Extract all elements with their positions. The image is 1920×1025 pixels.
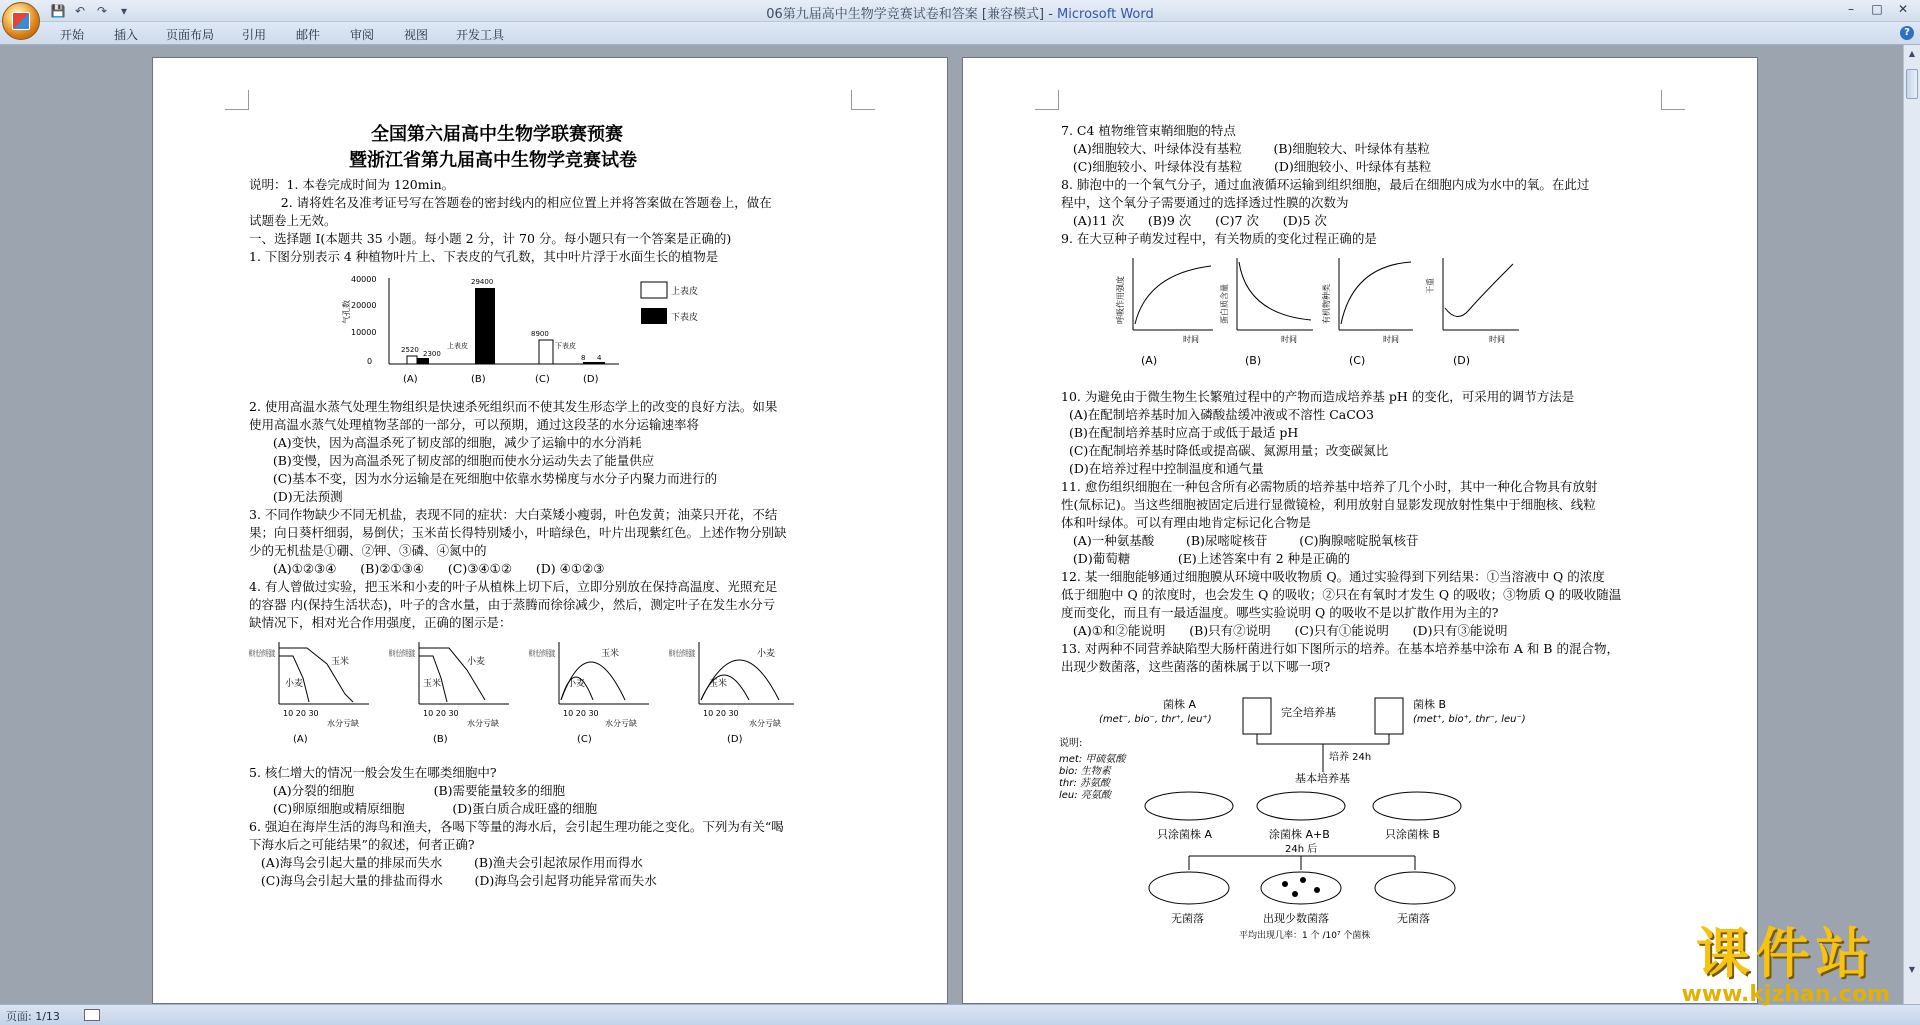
x-label: 水分亏缺 [605, 719, 637, 728]
text-line: 一、选择题 I(本题共 35 小题。每小题 2 分，计 70 分。每小题只有一个答案是正确的) [249, 231, 732, 246]
series-label-wheat: 小麦 [567, 679, 586, 689]
y-label: 相对光合作用强度 [389, 649, 453, 658]
result-plate-2 [1261, 872, 1341, 904]
colony [1300, 877, 1306, 883]
text-line: 程中，这个氧分子需要通过的选择透过性膜的次数为 [1061, 195, 1349, 210]
redo-icon[interactable]: ↷ [96, 4, 108, 18]
strain-a-genotype: (met⁻, bio⁻, thr⁺, leu⁺) [1099, 714, 1212, 725]
document-title: 06第九届高中生物学竞赛试卷和答案 [兼容模式] - [766, 7, 1058, 22]
bar-a-upper [407, 356, 417, 364]
series-label-corn: 玉米 [601, 649, 620, 659]
scroll-down-icon[interactable]: ▼ [1908, 965, 1916, 974]
legend-title: 说明: [1059, 738, 1083, 749]
proofing-icon[interactable] [84, 1009, 100, 1021]
option-line: (B)在配制培养基时应高于或低于最适 pH [1061, 425, 1299, 440]
x-label: (C) [535, 374, 550, 385]
chart-b [389, 642, 509, 745]
page-count[interactable]: 页面: 1/13 [6, 1010, 60, 1023]
after-24h-label: 24h 后 [1285, 844, 1318, 855]
y-label: 干重 [1426, 278, 1435, 294]
x-label: 时间 [1489, 335, 1505, 344]
plate-3 [1373, 792, 1461, 820]
document-page-2[interactable] [962, 57, 1758, 1004]
plate-1-label: 只涂菌株 A [1157, 828, 1213, 841]
y-label: 呼吸作用强度 [1116, 276, 1125, 324]
colony [1314, 887, 1320, 893]
complete-medium-label: 完全培养基 [1281, 706, 1336, 719]
text-line: 试题卷上无效。 [249, 213, 337, 228]
y-label: 有机物种类 [1322, 284, 1331, 324]
option-line: (A)①②③④ (B)②①③④ (C)③④①② (D) ④①②③ [249, 561, 605, 576]
page-subtitle: 暨浙江省第九届高中生物学竞赛试卷 [349, 150, 637, 171]
bar-d [583, 362, 605, 364]
series-label-corn: 玉米 [423, 679, 442, 689]
result-plate-3 [1375, 872, 1455, 904]
text-line: 13. 对两种不同营养缺陷型大肠杆菌进行如下图所示的培养。在基本培养基中涂布 A 和 B 的混合物， [1061, 641, 1619, 656]
bar-c-upper [539, 340, 553, 364]
x-label: 水分亏缺 [749, 719, 781, 728]
option-line: (C)卵原细胞或精原细胞 (D)蛋白质合成旺盛的细胞 [249, 801, 598, 816]
y-axis-label: 气孔数 [342, 300, 351, 324]
plate-1 [1145, 792, 1233, 820]
text-line: 2. 请将姓名及准考证号写在答题卷的密封线内的相应位置上并将答案做在答题卷上，做在 [249, 195, 772, 210]
x-label: 时间 [1383, 335, 1399, 344]
bar-a-lower [417, 358, 429, 364]
option-line: (A)海鸟会引起大量的排尿而失水 (B)渔夫会引起浓尿作用而得水 [249, 855, 643, 870]
x-label: (D) [583, 374, 599, 385]
text-line: 少的无机盐是①硼、②钾、③磷、④氮中的 [249, 543, 487, 558]
help-icon[interactable]: ? [1900, 26, 1914, 40]
x-ticks: 10 20 30 [703, 709, 739, 718]
text-line: 6. 强迫在海岸生活的海鸟和渔夫，各喝下等量的海水后，会引起生理功能之变化。下列为有关“喝 [249, 819, 784, 834]
watermark [1681, 922, 1890, 1007]
legend-lower-swatch [641, 308, 667, 324]
legend-upper-swatch [641, 282, 667, 298]
series-label-wheat: 小麦 [285, 679, 304, 689]
option-line: (D)无法预测 [249, 489, 343, 504]
legend-lower-label: 下表皮 [671, 313, 699, 323]
strain-a-label: 菌株 A [1163, 698, 1197, 711]
option-line: (C)海鸟会引起大量的排盐而得水 (D)海鸟会引起肾功能异常而失水 [249, 873, 657, 888]
chart-a [1115, 258, 1213, 367]
chart-label: (D) [1453, 354, 1471, 367]
value-label: 29400 [471, 278, 494, 286]
legend-upper-label: 上表皮 [671, 287, 699, 297]
option-line: (C)在配制培养基时降低或提高碳、氮源用量；改变碳氮比 [1061, 443, 1389, 458]
option-line: (D)葡萄糖 (E)上述答案中有 2 种是正确的 [1061, 551, 1351, 566]
connector [1257, 734, 1389, 744]
option-line: (A)分裂的细胞 (B)需要能量较多的细胞 [249, 783, 566, 798]
value-label: 2300 [423, 350, 441, 358]
basic-medium-label: 基本培养基 [1295, 772, 1350, 785]
series-label-corn: 玉米 [709, 679, 728, 689]
colony [1282, 881, 1288, 887]
chart-label: (B) [1245, 354, 1262, 367]
tube-a [1243, 698, 1271, 734]
text-line: 果；向日葵杆细弱，易倒伏；玉米苗长得特别矮小，叶暗绿色，叶片出现紫红色。上述作物分别缺 [249, 525, 787, 540]
title-bar [0, 0, 1920, 22]
series-label-wheat: 小麦 [757, 649, 776, 659]
y-label: 相对光合作用强度 [249, 649, 313, 658]
x-label: 水分亏缺 [327, 719, 359, 728]
y-tick: 10000 [351, 328, 377, 337]
document-workspace [0, 45, 1920, 1004]
tab-home[interactable]: 开始 [60, 28, 85, 42]
x-label: (B) [471, 374, 486, 385]
legend-item: leu: 亮氨酸 [1059, 790, 1111, 801]
legend-item: bio: 生物素 [1059, 766, 1111, 777]
text-line: 出现少数菌落，这些菌落的菌株属于以下哪一项? [1061, 659, 1331, 674]
customize-qat-icon[interactable]: ▾ [120, 4, 128, 18]
text-line: 低于细胞中 Q 的浓度时，也会发生 Q 的吸收；②只在有氧时才发生 Q 的吸收；③物质 Q 的吸收随温 [1061, 587, 1622, 602]
option-line: (A)在配制培养基时加入磷酸盐缓冲液或不溶性 CaCO3 [1061, 407, 1374, 422]
result-1-label: 无菌落 [1171, 912, 1204, 925]
text-line: 体和叶绿体。可以有理由地肯定标记化合物是 [1061, 515, 1312, 530]
result-3-label: 无菌落 [1397, 912, 1430, 925]
value-label: 2520 [401, 346, 419, 354]
window-title [0, 3, 1920, 22]
tab-mailings[interactable]: 邮件 [296, 28, 321, 42]
margin-corner [1035, 90, 1059, 110]
strain-b-label: 菌株 B [1413, 698, 1447, 711]
option-line: (D)在培养过程中控制温度和通气量 [1061, 461, 1264, 476]
page-title: 全国第六届高中生物学联赛预赛 [371, 124, 623, 145]
chart-d [1425, 258, 1519, 367]
y-tick: 40000 [351, 275, 377, 284]
value-label: 8900 [531, 330, 549, 338]
value-label: 8 [581, 354, 586, 362]
office-button[interactable] [2, 2, 40, 40]
chart-label: (D) [727, 734, 743, 745]
minimize-button[interactable]: – [1848, 2, 1854, 16]
x-ticks: 10 20 30 [283, 709, 319, 718]
x-label: (A) [403, 374, 418, 385]
plate-3-label: 只涂菌株 B [1385, 828, 1441, 841]
text-line: 4. 有人曾做过实验，把玉米和小麦的叶子从植株上切下后，立即分别放在保持高温度、光照充足 [249, 579, 778, 594]
y-label: 相对光合作用强度 [669, 649, 733, 658]
x-label: 水分亏缺 [467, 719, 499, 728]
tab-developer[interactable]: 开发工具 [456, 28, 505, 42]
option-line: (A)一种氨基酸 (B)尿嘧啶核苷 (C)胸腺嘧啶脱氧核苷 [1061, 533, 1419, 548]
chart-c [1321, 258, 1413, 367]
watermark-url: www.kjzhan.com [1681, 982, 1890, 1007]
option-line: (A)11 次 (B)9 次 (C)7 次 (D)5 次 [1061, 213, 1327, 228]
frequency-note: 平均出现几率：1 个 /10⁷ 个菌株 [1239, 931, 1371, 941]
option-line: (A)①和②能说明 (B)只有②说明 (C)只有①能说明 (D)只有③能说明 [1061, 623, 1508, 638]
scroll-thumb[interactable] [1906, 69, 1918, 99]
plate-2 [1257, 792, 1345, 820]
chart-d [669, 642, 794, 745]
margin-corner [1661, 90, 1685, 110]
annotation: 下表皮 [555, 342, 576, 350]
margin-corner [851, 90, 875, 110]
maximize-button[interactable]: □ [1871, 2, 1883, 16]
x-label: 时间 [1281, 335, 1297, 344]
chart-label: (A) [293, 734, 308, 745]
tab-view[interactable]: 视图 [404, 28, 429, 42]
y-tick: 0 [367, 357, 373, 366]
x-label: 时间 [1183, 335, 1199, 344]
strain-b-genotype: (met⁺, bio⁺, thr⁻, leu⁻) [1413, 714, 1526, 725]
chart-b [1219, 258, 1313, 367]
tab-page-layout[interactable]: 页面布局 [166, 28, 215, 42]
series-label-wheat: 小麦 [467, 657, 486, 667]
chart-a [249, 642, 369, 745]
chart-c [529, 642, 649, 745]
text-line: 说明：1. 本卷完成时间为 120min。 [249, 177, 455, 192]
plate-2-label: 涂菌株 A+B [1269, 828, 1330, 841]
chart-label: (C) [1349, 354, 1366, 367]
app-name: Microsoft Word [1057, 7, 1154, 22]
legend-item: met: 甲硫氨酸 [1059, 754, 1126, 765]
option-line: (B)变慢，因为高温杀死了韧皮部的细胞而使水分运动失去了能量供应 [249, 453, 655, 468]
text-line: 缺情况下，相对光合作用强度，正确的图示是： [249, 615, 512, 630]
text-line: 下海水后之可能结果”的叙述，何者正确? [249, 837, 475, 852]
option-line: (A)细胞较大、叶绿体没有基粒 (B)细胞较大、叶绿体有基粒 [1061, 141, 1430, 156]
ribbon-tabs [0, 22, 1920, 45]
close-button[interactable]: ✕ [1897, 2, 1909, 16]
text-line: 10. 为避免由于微生物生长繁殖过程中的产物而造成培养基 pH 的变化，可采用的调节方法是 [1061, 389, 1575, 404]
text-line: 2. 使用高温水蒸气处理生物组织是快速杀死组织而不使其发生形态学上的改变的良好方法。如果 [249, 399, 778, 414]
tab-insert[interactable]: 插入 [114, 28, 139, 42]
margin-corner [225, 90, 249, 110]
stomata-bar-chart [343, 268, 703, 392]
y-tick: 20000 [351, 301, 377, 310]
result-plate-1 [1149, 872, 1229, 904]
text-line: 的容器 内(保持生活状态)，叶子的含水量，由于蒸腾而徐徐减少，然后，测定叶子在发生水分亏 [249, 597, 776, 612]
value-label: 4 [597, 354, 602, 362]
tab-review[interactable]: 审阅 [350, 28, 375, 42]
vertical-scrollbar[interactable] [1903, 45, 1920, 1004]
culture-24h-label: 培养 24h [1329, 752, 1372, 763]
bacteria-culture-diagram [1059, 694, 1579, 942]
photosynthesis-charts [249, 634, 809, 748]
germination-charts [1113, 254, 1533, 370]
status-bar [0, 1004, 1920, 1025]
text-line: 7. C4 植物维管束鞘细胞的特点 [1061, 123, 1236, 138]
annotation: 上表皮 [447, 342, 468, 350]
option-line: (C)基本不变，因为水分运输是在死细胞中依靠水势梯度与水分子内聚力而进行的 [249, 471, 718, 486]
x-ticks: 10 20 30 [423, 709, 459, 718]
text-line: 3. 不同作物缺少不同无机盐，表现不同的症状：大白菜矮小瘦弱，叶色发黄；油菜只开花，不结 [249, 507, 778, 522]
y-label: 蛋白质含量 [1220, 284, 1229, 324]
text-line: 11. 愈伤组织细胞在一种包含所有必需物质的培养基中培养了几个小时，其中一种化合物具有放射 [1061, 479, 1598, 494]
tab-references[interactable]: 引用 [242, 28, 267, 42]
chart-label: (C) [577, 734, 592, 745]
result-2-label: 出现少数菌落 [1263, 912, 1329, 925]
legend-item: thr: 苏氨酸 [1059, 778, 1110, 789]
window-controls [1838, 0, 1916, 18]
series-label-corn: 玉米 [331, 657, 350, 667]
watermark-brand: 课件站 [1695, 922, 1876, 985]
text-line: 性(氚标记)。当这些细胞被固定后进行显微镜检，利用放射自显影发现放射性集中于细胞核、线粒 [1061, 497, 1596, 512]
option-line: (C)细胞较小、叶绿体没有基粒 (D)细胞较小、叶绿体有基粒 [1061, 159, 1432, 174]
colony [1292, 891, 1298, 897]
text-line: 度而变化，而且有一最适温度。哪些实验说明 Q 的吸收不是以扩散作用为主的? [1061, 605, 1499, 620]
y-label: 相对光合作用强度 [529, 649, 593, 658]
text-line: 9. 在大豆种子萌发过程中，有关物质的变化过程正确的是 [1061, 231, 1377, 246]
option-line: (A)变快，因为高温杀死了韧皮部的细胞，减少了运输中的水分消耗 [249, 435, 642, 450]
text-line: 5. 核仁增大的情况一般会发生在哪类细胞中? [249, 765, 497, 780]
text-line: 8. 肺泡中的一个氧气分子，通过血液循环运输到组织细胞，最后在细胞内成为水中的氧。在此过 [1061, 177, 1590, 192]
document-page-1[interactable] [152, 57, 948, 1004]
chart-label: (B) [433, 734, 448, 745]
tube-b [1375, 698, 1403, 734]
text-line: 12. 某一细胞能够通过细胞膜从环境中吸收物质 Q。通过实验得到下列结果：①当溶液中 Q 的浓度 [1061, 569, 1605, 584]
scroll-up-icon[interactable]: ▲ [1908, 49, 1916, 58]
bar-b-lower [475, 288, 495, 364]
save-icon[interactable]: 💾 [50, 4, 66, 18]
text-line: 1. 下图分别表示 4 种植物叶片上、下表皮的气孔数，其中叶片浮于水面生长的植物是 [249, 249, 719, 264]
chart-label: (A) [1141, 354, 1158, 367]
x-ticks: 10 20 30 [563, 709, 599, 718]
text-line: 使用高温水蒸气处理植物茎部的一部分，可以预期，通过这段茎的水分运输速率将 [249, 417, 700, 432]
office-logo-icon [12, 12, 30, 30]
undo-icon[interactable]: ↶ [74, 4, 86, 18]
